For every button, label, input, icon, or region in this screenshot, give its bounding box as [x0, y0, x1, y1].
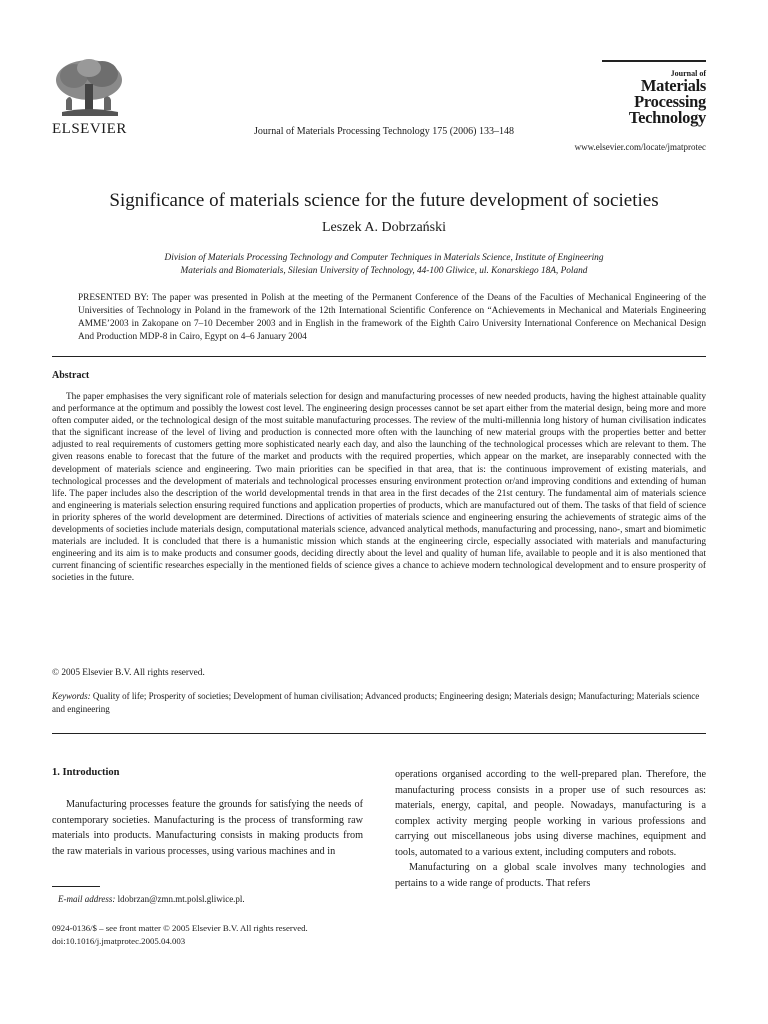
journal-citation: Journal of Materials Processing Technology 175 (2006) 133–148 [254, 126, 514, 137]
section-heading-introduction: 1. Introduction [52, 767, 120, 778]
abstract-body [52, 391, 706, 585]
intro-right-paragraph-1: operations organised according to the well-prepared plan. Therefore, the manufacturing process consists in a proper use of such resources as: materials, energy, capital, and people. Nowadays, manufacturing is a complex activity merging people working in various professions and carrying out miscellaneous jobs using diverse machines, equipment and tools, automated to a various extent, including computers and robots. [395, 769, 706, 858]
issn-line: 0924-0136/$ – see front matter © 2005 Elsevier B.V. All rights reserved. [52, 923, 308, 933]
journal-logo-small: Journal of [670, 69, 706, 78]
keywords [52, 690, 706, 715]
email-address[interactable]: ldobrzan@zmn.mt.polsl.gliwice.pl. [117, 894, 245, 904]
journal-url[interactable]: www.elsevier.com/locate/jmatprotec [574, 142, 706, 152]
journal-logo-line1: Materials [640, 76, 706, 95]
email-label: E-mail address: [58, 894, 116, 904]
footnote-rule [52, 886, 100, 887]
journal-logo-line2: Processing [634, 92, 706, 111]
keywords-list: Quality of life; Prosperity of societies; Development of human civilisation; Advanced products; Engineering design; Materials design; Manufacturing; Materials science and engineering [52, 691, 700, 714]
article-author: Leszek A. Dobrzański [321, 220, 447, 235]
journal-logo-line3: Technology [628, 108, 706, 127]
abstract-paragraph: The paper emphasises the very significant role of materials selection for design and manufacturing processes of new needed products, having the highest attainable quality and performance at the optimum and possibly the lowest cost level. The engineering design processes cannot be set apart either from the material design, being more and more often computer aided, or the technological design of the most suitable manufacturing processes. The review of the multi-millennia long history of human civilisation indicates that the significant increase of the level of living and production is connected more often with the launching of new material groups with the properties better and better adjusted to real requirements of customers getting more sophisticated nearly each day, and also the launching of the technological processes which are relevant to them. The given reasons enable to forecast that the future of the market and products with the required properties, which appear on the market, are inseparably connected with the development of materials science and engineering. Two main priorities can be specified in that area, that is: the continuous improvement of existing materials, and technological processes and the development of materials and technological processes ensuring environment protection or/and improving conditions and extending of human life. The paper includes also the description of the world developmental trends in that area in the first decades of the 21st century. The fundamental aim of materials science and engineering is materials selection ensuring required functions and application properties of products, which are manufactured out of them. The tasks of that field of science in priority spheres of the world development are determined. Directions of activities of materials science and engineering ensuring the achievements of strategic aims of the developments of societies include materials design, computational materials science, advanced analytical methods, manufacturing and processing, nano-, smart and biomimetic materials are included. It is concluded that there is a humanistic mission which stands at the engineering circle, especially associated with materials and manufacturing engineering and its aim is to make products and consumer goods, deciding directly about the level and quality of human life, available to people and it is also mentioned that current financing of scientific researches especially in the mentioned fields of science gives a chance to achieve modern technological development and to ensure prosperity of societies in the future. [52, 392, 706, 584]
presented-by-note: PRESENTED BY: The paper was presented in Polish at the meeting of the Permanent Conference of the Deans of the Faculties of Mechanical Engineering of the Universities of Technology in Poland in the framework of the 12th International Scientific Conference on “Achievements in Mechanical and Materials Engineering AMME’2003 in Zakopane on 7–10 December 2003 and in English in the framework of the Eighth Cairo University International Conference on Mechanical Design And Production MDP-8 in Cairo, Egypt on 4–6 January 2004 [78, 293, 706, 342]
affiliation-line-2: Materials and Biomaterials, Silesian University of Technology, 44-100 Gliwice, ul. Konarskiego 18A, Poland [180, 266, 588, 276]
affiliation-line-1: Division of Materials Processing Technology and Computer Techniques in Materials Science, Institute of Engineering [164, 253, 604, 263]
keywords-label: Keywords: [52, 691, 91, 701]
intro-right-paragraph-2: Manufacturing on a global scale involves many technologies and pertains to a wide range of products. That refers [395, 862, 706, 889]
abstract-heading: Abstract [52, 370, 90, 381]
doi-line[interactable]: doi:10.1016/j.jmatprotec.2005.04.003 [52, 935, 186, 946]
journal-logo [602, 60, 706, 126]
divider-top [52, 356, 706, 357]
issn-doi-footer [52, 922, 308, 947]
intro-right-column [395, 767, 706, 891]
intro-left-paragraph: Manufacturing processes feature the grounds for satisfying the needs of contemporary societies. Manufacturing is the process of transforming raw materials into products. Manufacturing consists in making products from the raw materials in various processes, using various machines and in [52, 799, 363, 857]
publisher-name: ELSEVIER [52, 121, 127, 137]
divider-bottom [52, 733, 706, 734]
abstract-copyright: © 2005 Elsevier B.V. All rights reserved. [52, 668, 205, 678]
author-affiliation [100, 252, 668, 278]
article-title: Significance of materials science for the future development of societies [109, 190, 659, 211]
author-email [58, 894, 245, 904]
elsevier-tree-logo [52, 56, 126, 118]
